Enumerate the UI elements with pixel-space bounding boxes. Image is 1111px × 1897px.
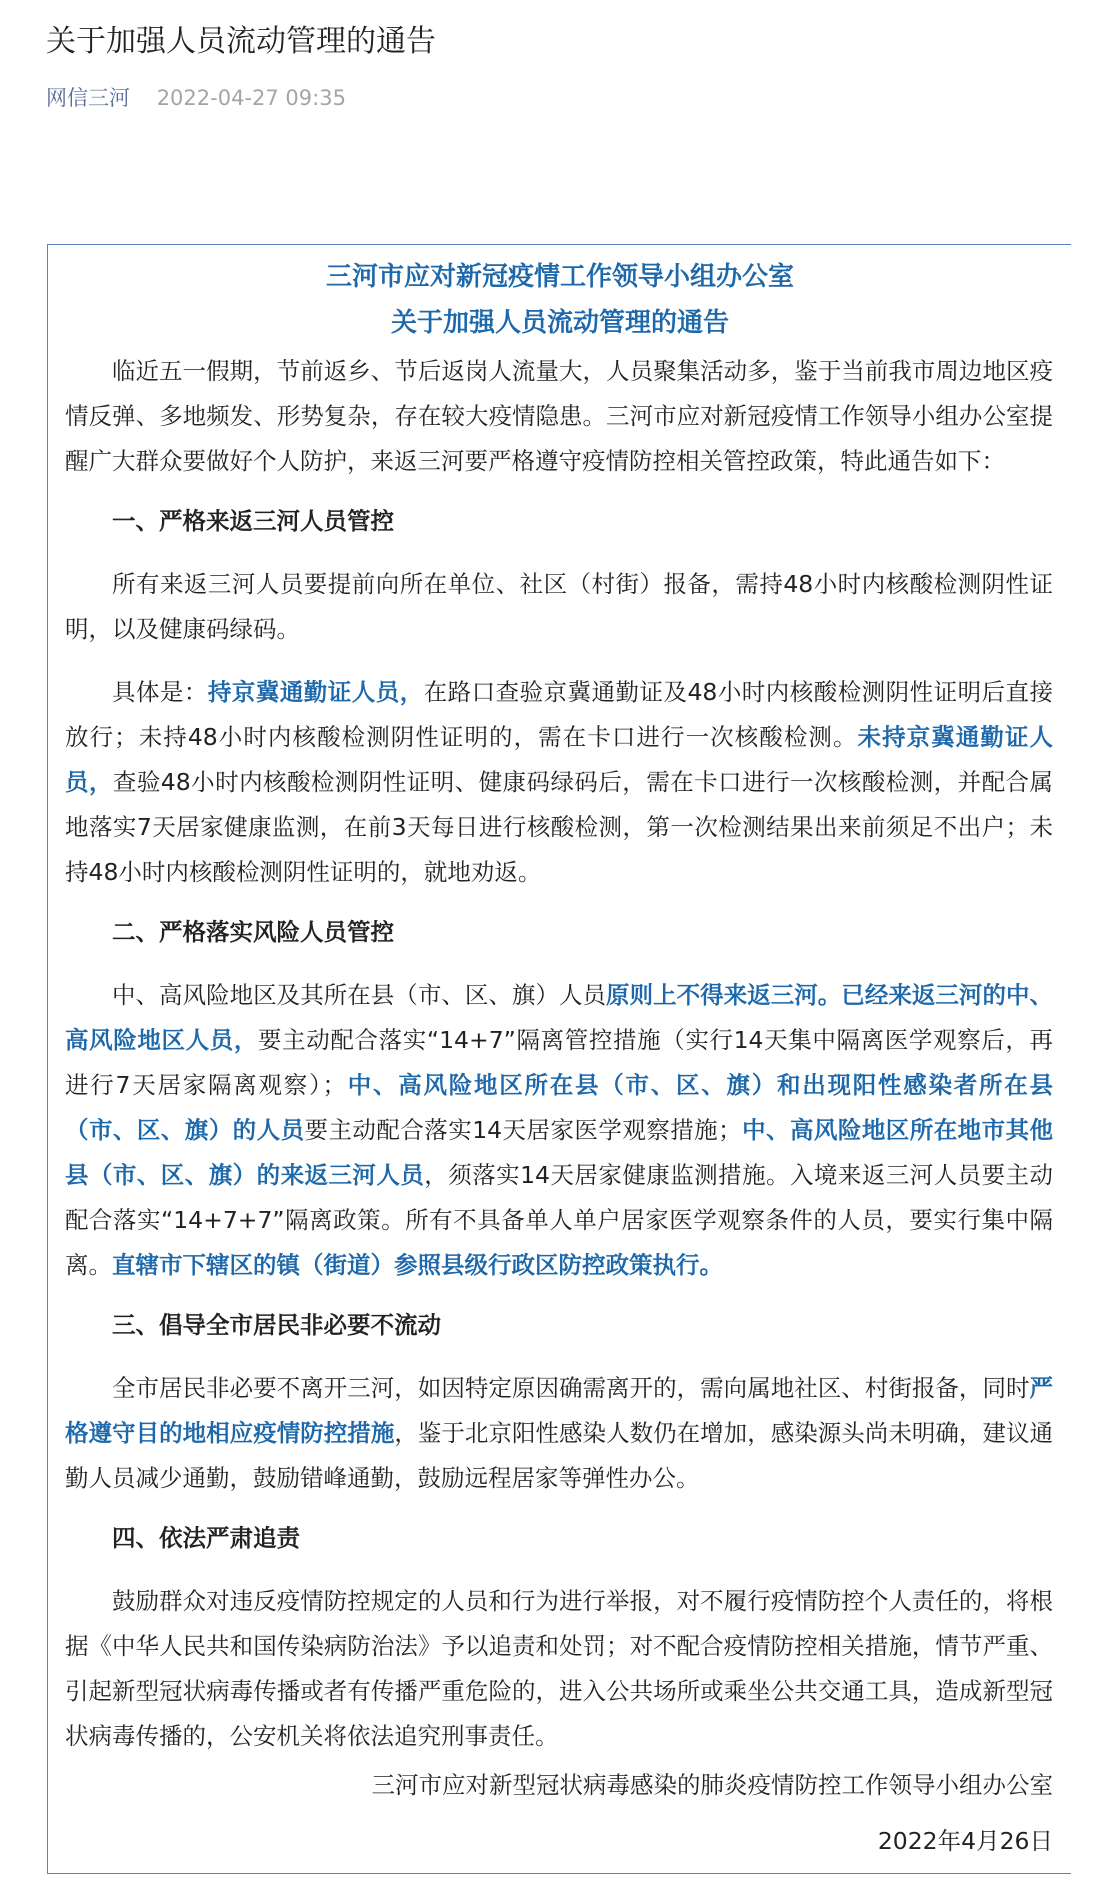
publish-time: 2022-04-27 09:35	[156, 86, 346, 110]
highlight-text: 持京冀通勤证人员，	[207, 678, 424, 706]
highlight-text: 严格遵守目的地相应疫情防控措施	[65, 1374, 1053, 1447]
signature-date: 2022年4月26日	[877, 1827, 1053, 1855]
section-1-paragraph-2	[65, 670, 1053, 895]
notice-body	[65, 349, 1053, 1759]
text-run: 具体是：	[112, 678, 208, 706]
highlight-text: 中、高风险地区所在地市其他县（市、区、旗）的来返三河人员	[65, 1116, 1054, 1189]
section-3-paragraph-1	[65, 1366, 1053, 1501]
signature-issuer: 三河市应对新型冠状病毒感染的肺炎疫情防控工作领导小组办公室	[371, 1771, 1053, 1799]
section-4-title: 四、依法严肃追责	[112, 1524, 300, 1552]
text-run: 要主动配合落实“14+7”隔离管控措施（实行14天集中隔离医学观察后，再进行7天居家隔离观察）；	[65, 1026, 1054, 1099]
section-3-title: 三、倡导全市居民非必要不流动	[112, 1311, 441, 1339]
notice-card	[47, 244, 1071, 1874]
section-2-title: 二、严格落实风险人员管控	[112, 918, 394, 946]
highlight-text: 未持京冀通勤证人员，	[65, 723, 1053, 796]
text-run: 全市居民非必要不离开三河，如因特定原因确需离开的，需向属地社区、村街报备，同时	[112, 1374, 1030, 1402]
intro-paragraph: 临近五一假期，节前返乡、节后返岗人流量大，人员聚集活动多，鉴于当前我市周边地区疫情反弹、多地频发、形势复杂，存在较大疫情隐患。三河市应对新冠疫情工作领导小组办公室提醒广大群众要做好个人防护，来返三河要严格遵守疫情防控相关管控政策，特此通告如下：	[65, 357, 1053, 475]
notice-heading-title: 关于加强人员流动管理的通告	[390, 308, 729, 338]
article-meta	[46, 84, 346, 112]
notice-heading-issuer: 三河市应对新冠疫情工作领导小组办公室	[325, 262, 794, 292]
section-4-paragraph-1: 鼓励群众对违反疫情防控规定的人员和行为进行举报，对不履行疫情防控个人责任的，将根据《中华人民共和国传染病防治法》予以追责和处罚；对不配合疫情防控相关措施，情节严重、引起新型冠状病毒传播或者有传播严重危险的，进入公共场所或乘坐公共交通工具，造成新型冠状病毒传播的，公安机关将依法追究刑事责任。	[65, 1587, 1053, 1750]
text-run: 要主动配合落实14天居家医学观察措施；	[304, 1116, 742, 1144]
text-run: ，须落实14天居家健康监测措施。入境来返三河人员要主动配合落实“14+7+7”隔离政策。所有不具备单人单户居家医学观察条件的人员，要实行集中隔离。	[65, 1161, 1054, 1279]
article-title: 关于加强人员流动管理的通告	[46, 24, 436, 59]
highlight-text: 中、高风险地区所在县（市、区、旗）和出现阳性感染者所在县（市、区、旗）的人员	[65, 1071, 1054, 1144]
section-1-title: 一、严格来返三河人员管控	[112, 507, 394, 535]
text-run: 在路口查验京冀通勤证及48小时内核酸检测阴性证明后直接放行；未持48小时内核酸检测阴性证明的，需在卡口进行一次核酸检测。	[65, 678, 1054, 751]
text-run: 查验48小时内核酸检测阴性证明、健康码绿码后，需在卡口进行一次核酸检测，并配合属地落实7天居家健康监测，在前3天每日进行核酸检测，第一次检测结果出来前须足不出户；未持48小时内核酸检测阴性证明的，就地劝返。	[65, 768, 1053, 886]
section-2-paragraph-1	[65, 973, 1053, 1288]
highlight-text: 直辖市下辖区的镇（街道）参照县级行政区防控政策执行。	[112, 1251, 723, 1279]
highlight-text: 原则上不得来返三河。已经来返三河的中、高风险地区人员，	[65, 981, 1054, 1054]
section-1-paragraph-1: 所有来返三河人员要提前向所在单位、社区（村街）报备，需持48小时内核酸检测阴性证明，以及健康码绿码。	[65, 570, 1053, 643]
account-name-link[interactable]: 网信三河	[46, 86, 130, 110]
text-run: 中、高风险地区及其所在县（市、区、旗）人员	[112, 981, 607, 1009]
text-run: ，鉴于北京阳性感染人数仍在增加，感染源头尚未明确，建议通勤人员减少通勤，鼓励错峰通勤，鼓励远程居家等弹性办公。	[65, 1419, 1054, 1492]
